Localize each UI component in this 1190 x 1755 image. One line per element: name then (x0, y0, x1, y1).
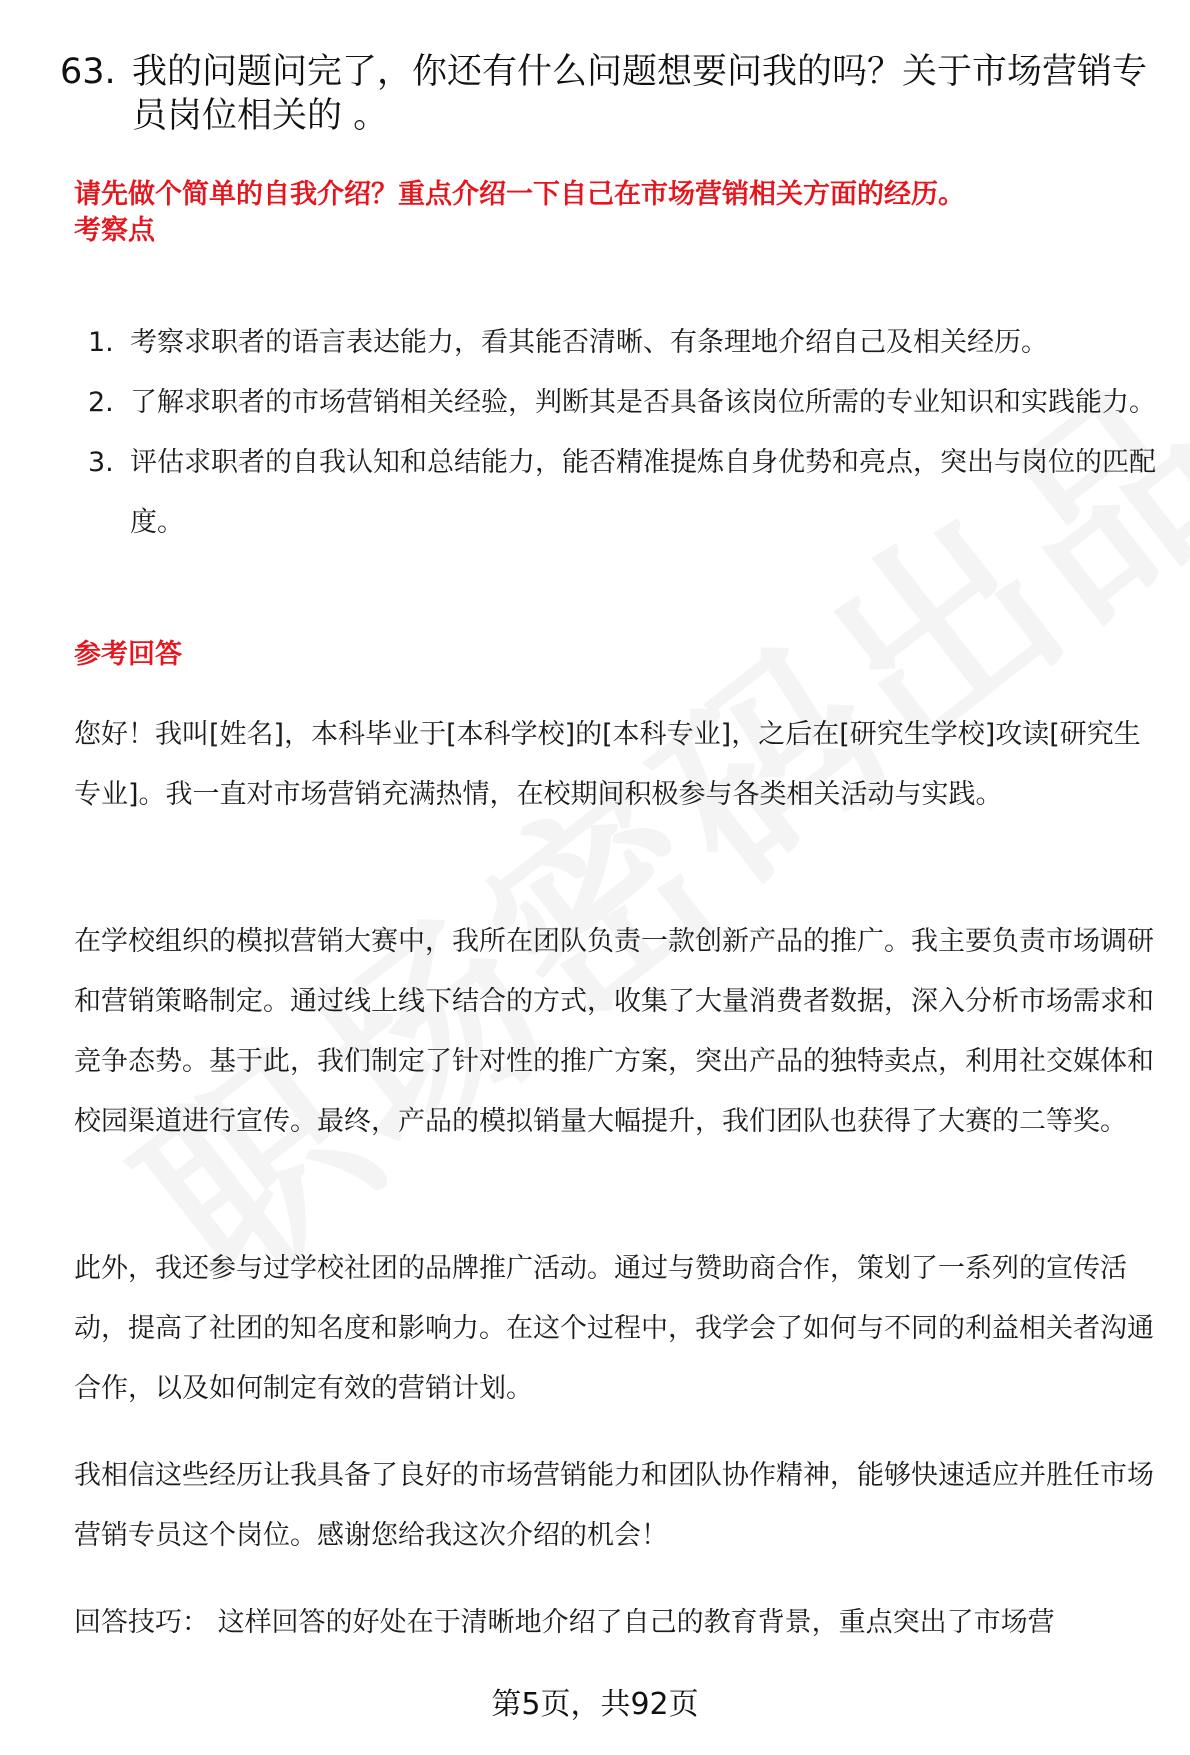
list-item (74, 313, 1164, 373)
answer-paragraph: 我相信这些经历让我具备了良好的市场营销能力和团队协作精神，能够快速适应并胜任市场营销专员这个岗位。感谢您给我这次介绍的机会！ (74, 1460, 1154, 1551)
list-item-number: 1. (88, 327, 114, 358)
answer-heading: 参考回答 (74, 639, 182, 670)
assessment-heading: 考察点 (74, 215, 155, 246)
list-item-number: 3. (88, 447, 114, 478)
list-item-text: 评估求职者的自我认知和总结能力，能否精准提炼自身优势和亮点，突出与岗位的匹配度。 (130, 447, 1156, 538)
sub-question: 请先做个简单的自我介绍？重点介绍一下自己在市场营销相关方面的经历。 (74, 179, 965, 210)
answer-paragraph: 在学校组织的模拟营销大赛中，我所在团队负责一款创新产品的推广。我主要负责市场调研和营销策略制定。通过线上线下结合的方式，收集了大量消费者数据，深入分析市场需求和竞争态势。基于此，我们制定了针对性的推广方案，突出产品的独特卖点，利用社交媒体和校园渠道进行宣传。最终，产品的模拟销量大幅提升，我们团队也获得了大赛的二等奖。 (74, 926, 1154, 1137)
list-item (74, 433, 1164, 553)
answer-paragraph: 此外，我还参与过学校社团的品牌推广活动。通过与赞助商合作，策划了一系列的宣传活动，提高了社团的知名度和影响力。在这个过程中，我学会了如何与不同的利益相关者沟通合作，以及如何制定有效的营销计划。 (74, 1253, 1154, 1404)
list-item-text: 考察求职者的语言表达能力，看其能否清晰、有条理地介绍自己及相关经历。 (130, 327, 1048, 358)
answer-paragraph: 您好！我叫[姓名]，本科毕业于[本科学校]的[本科专业]，之后在[研究生学校]攻读[研究生专业]。我一直对市场营销充满热情，在校期间积极参与各类相关活动与实践。 (74, 719, 1141, 810)
question-number: 63. (60, 52, 116, 92)
list-item-text: 了解求职者的市场营销相关经验，判断其是否具备该岗位所需的专业知识和实践能力。 (130, 387, 1156, 418)
answer-tips: 回答技巧： 这样回答的好处在于清晰地介绍了自己的教育背景，重点突出了市场营 (74, 1607, 1055, 1638)
list-item-number: 2. (88, 387, 114, 418)
list-item (74, 373, 1164, 433)
question-title (60, 50, 1160, 138)
assessment-list (74, 313, 1164, 553)
question-text: 我的问题问完了，你还有什么问题想要问我的吗？关于市场营销专员岗位相关的 。 (132, 52, 1148, 136)
page-number: 第5页，共92页 (491, 1687, 699, 1722)
